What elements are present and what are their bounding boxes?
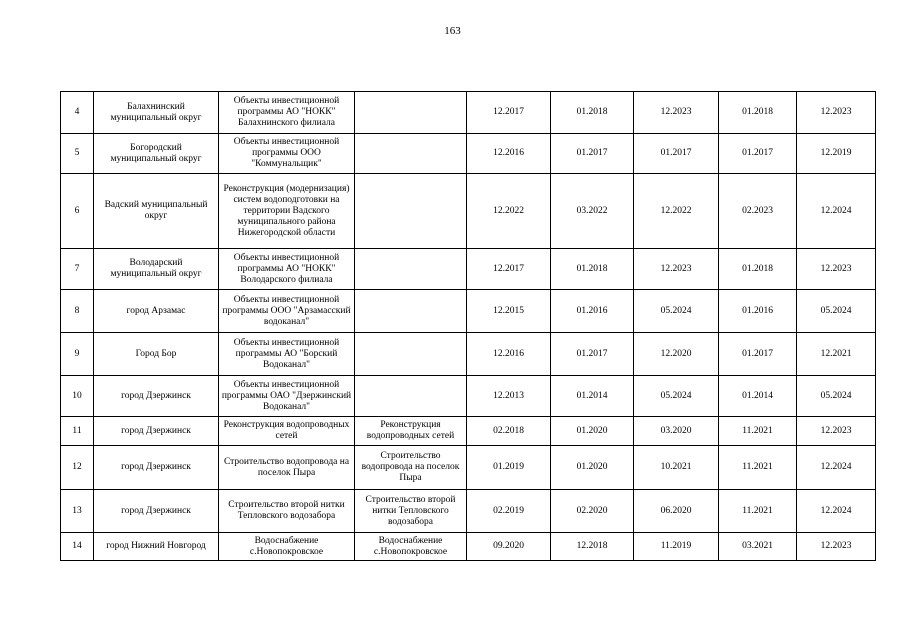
object-detail-cell: Строительство водопровода на поселок Пыра: [355, 446, 467, 490]
object-cell: Водоснабжение с.Новопокровское: [219, 533, 355, 561]
row-number-cell: 13: [61, 490, 94, 533]
date-cell-5: 12.2023: [797, 417, 876, 446]
object-cell: Объекты инвестиционной программы АО "НОКК" Володарского филиала: [219, 249, 355, 290]
date-cell-3: 01.2017: [634, 134, 719, 174]
date-cell-4: 01.2017: [719, 134, 797, 174]
date-cell-4: 11.2021: [719, 417, 797, 446]
date-cell-2: 01.2018: [551, 92, 634, 134]
district-cell: город Нижний Новгород: [94, 533, 219, 561]
date-cell-4: 01.2018: [719, 249, 797, 290]
row-number-cell: 11: [61, 417, 94, 446]
object-cell: Объекты инвестиционной программы ОАО "Дзержинский Водоканал": [219, 376, 355, 417]
date-cell-4: 11.2021: [719, 446, 797, 490]
date-cell-4: 02.2023: [719, 174, 797, 249]
date-cell-3: 12.2023: [634, 92, 719, 134]
object-cell: Строительство водопровода на поселок Пыра: [219, 446, 355, 490]
date-cell-1: 09.2020: [467, 533, 551, 561]
object-cell: Объекты инвестиционной программы АО "Борский Водоканал": [219, 333, 355, 376]
date-cell-4: 01.2017: [719, 333, 797, 376]
date-cell-5: 12.2023: [797, 92, 876, 134]
district-cell: Вадский муниципальный округ: [94, 174, 219, 249]
date-cell-5: 12.2024: [797, 174, 876, 249]
date-cell-4: 03.2021: [719, 533, 797, 561]
date-cell-1: 12.2016: [467, 134, 551, 174]
object-detail-cell: [355, 376, 467, 417]
table-row: [61, 249, 876, 290]
district-cell: Володарский муниципальный округ: [94, 249, 219, 290]
date-cell-3: 12.2023: [634, 249, 719, 290]
date-cell-1: 12.2017: [467, 249, 551, 290]
object-cell: Реконструкция водопроводных сетей: [219, 417, 355, 446]
date-cell-1: 12.2013: [467, 376, 551, 417]
row-number-cell: 6: [61, 174, 94, 249]
district-cell: Балахнинский муниципальный округ: [94, 92, 219, 134]
object-detail-cell: Реконструкция водопроводных сетей: [355, 417, 467, 446]
table-row: [61, 533, 876, 561]
date-cell-2: 01.2017: [551, 134, 634, 174]
object-detail-cell: [355, 92, 467, 134]
object-detail-cell: Строительство второй нитки Тепловского водозабора: [355, 490, 467, 533]
object-detail-cell: [355, 333, 467, 376]
date-cell-5: 12.2019: [797, 134, 876, 174]
district-cell: Богородский муниципальный округ: [94, 134, 219, 174]
object-cell: Объекты инвестиционной программы АО "НОКК" Балахнинского филиала: [219, 92, 355, 134]
object-detail-cell: [355, 174, 467, 249]
table-row: [61, 174, 876, 249]
row-number-cell: 14: [61, 533, 94, 561]
date-cell-3: 12.2020: [634, 333, 719, 376]
date-cell-1: 01.2019: [467, 446, 551, 490]
object-detail-cell: Водоснабжение с.Новопокровское: [355, 533, 467, 561]
table-row: [61, 490, 876, 533]
row-number-cell: 8: [61, 290, 94, 333]
date-cell-5: 12.2024: [797, 490, 876, 533]
row-number-cell: 9: [61, 333, 94, 376]
table-row: [61, 376, 876, 417]
date-cell-3: 05.2024: [634, 376, 719, 417]
date-cell-3: 03.2020: [634, 417, 719, 446]
date-cell-1: 12.2016: [467, 333, 551, 376]
object-detail-cell: [355, 249, 467, 290]
date-cell-1: 12.2015: [467, 290, 551, 333]
date-cell-5: 05.2024: [797, 376, 876, 417]
investment-objects-table: [60, 91, 876, 561]
date-cell-2: 01.2020: [551, 417, 634, 446]
district-cell: город Дзержинск: [94, 376, 219, 417]
date-cell-1: 12.2022: [467, 174, 551, 249]
date-cell-3: 11.2019: [634, 533, 719, 561]
date-cell-5: 12.2024: [797, 446, 876, 490]
date-cell-1: 02.2018: [467, 417, 551, 446]
page-number: 163: [444, 25, 461, 37]
table-row: [61, 290, 876, 333]
date-cell-1: 02.2019: [467, 490, 551, 533]
date-cell-2: 01.2017: [551, 333, 634, 376]
district-cell: город Дзержинск: [94, 490, 219, 533]
date-cell-5: 12.2023: [797, 533, 876, 561]
date-cell-4: 01.2014: [719, 376, 797, 417]
date-cell-5: 12.2021: [797, 333, 876, 376]
object-detail-cell: [355, 290, 467, 333]
row-number-cell: 10: [61, 376, 94, 417]
date-cell-5: 12.2023: [797, 249, 876, 290]
district-cell: город Дзержинск: [94, 417, 219, 446]
object-cell: Строительство второй нитки Тепловского водозабора: [219, 490, 355, 533]
district-cell: город Арзамас: [94, 290, 219, 333]
date-cell-3: 12.2022: [634, 174, 719, 249]
row-number-cell: 4: [61, 92, 94, 134]
row-number-cell: 5: [61, 134, 94, 174]
table-row: [61, 417, 876, 446]
object-detail-cell: [355, 134, 467, 174]
date-cell-3: 10.2021: [634, 446, 719, 490]
date-cell-2: 01.2014: [551, 376, 634, 417]
date-cell-4: 11.2021: [719, 490, 797, 533]
date-cell-2: 02.2020: [551, 490, 634, 533]
date-cell-1: 12.2017: [467, 92, 551, 134]
table-row: [61, 134, 876, 174]
date-cell-2: 03.2022: [551, 174, 634, 249]
date-cell-5: 05.2024: [797, 290, 876, 333]
date-cell-2: 12.2018: [551, 533, 634, 561]
date-cell-2: 01.2016: [551, 290, 634, 333]
object-cell: Объекты инвестиционной программы ООО "Арзамасский водоканал": [219, 290, 355, 333]
row-number-cell: 12: [61, 446, 94, 490]
object-cell: Реконструкция (модернизация) систем водоподготовки на территории Вадского муниципального района Нижегородской области: [219, 174, 355, 249]
date-cell-3: 06.2020: [634, 490, 719, 533]
date-cell-4: 01.2018: [719, 92, 797, 134]
date-cell-2: 01.2020: [551, 446, 634, 490]
date-cell-3: 05.2024: [634, 290, 719, 333]
row-number-cell: 7: [61, 249, 94, 290]
district-cell: город Дзержинск: [94, 446, 219, 490]
table-row: [61, 446, 876, 490]
date-cell-4: 01.2016: [719, 290, 797, 333]
table-row: [61, 333, 876, 376]
table-row: [61, 92, 876, 134]
object-cell: Объекты инвестиционной программы ООО "Коммунальщик": [219, 134, 355, 174]
district-cell: Город Бор: [94, 333, 219, 376]
date-cell-2: 01.2018: [551, 249, 634, 290]
